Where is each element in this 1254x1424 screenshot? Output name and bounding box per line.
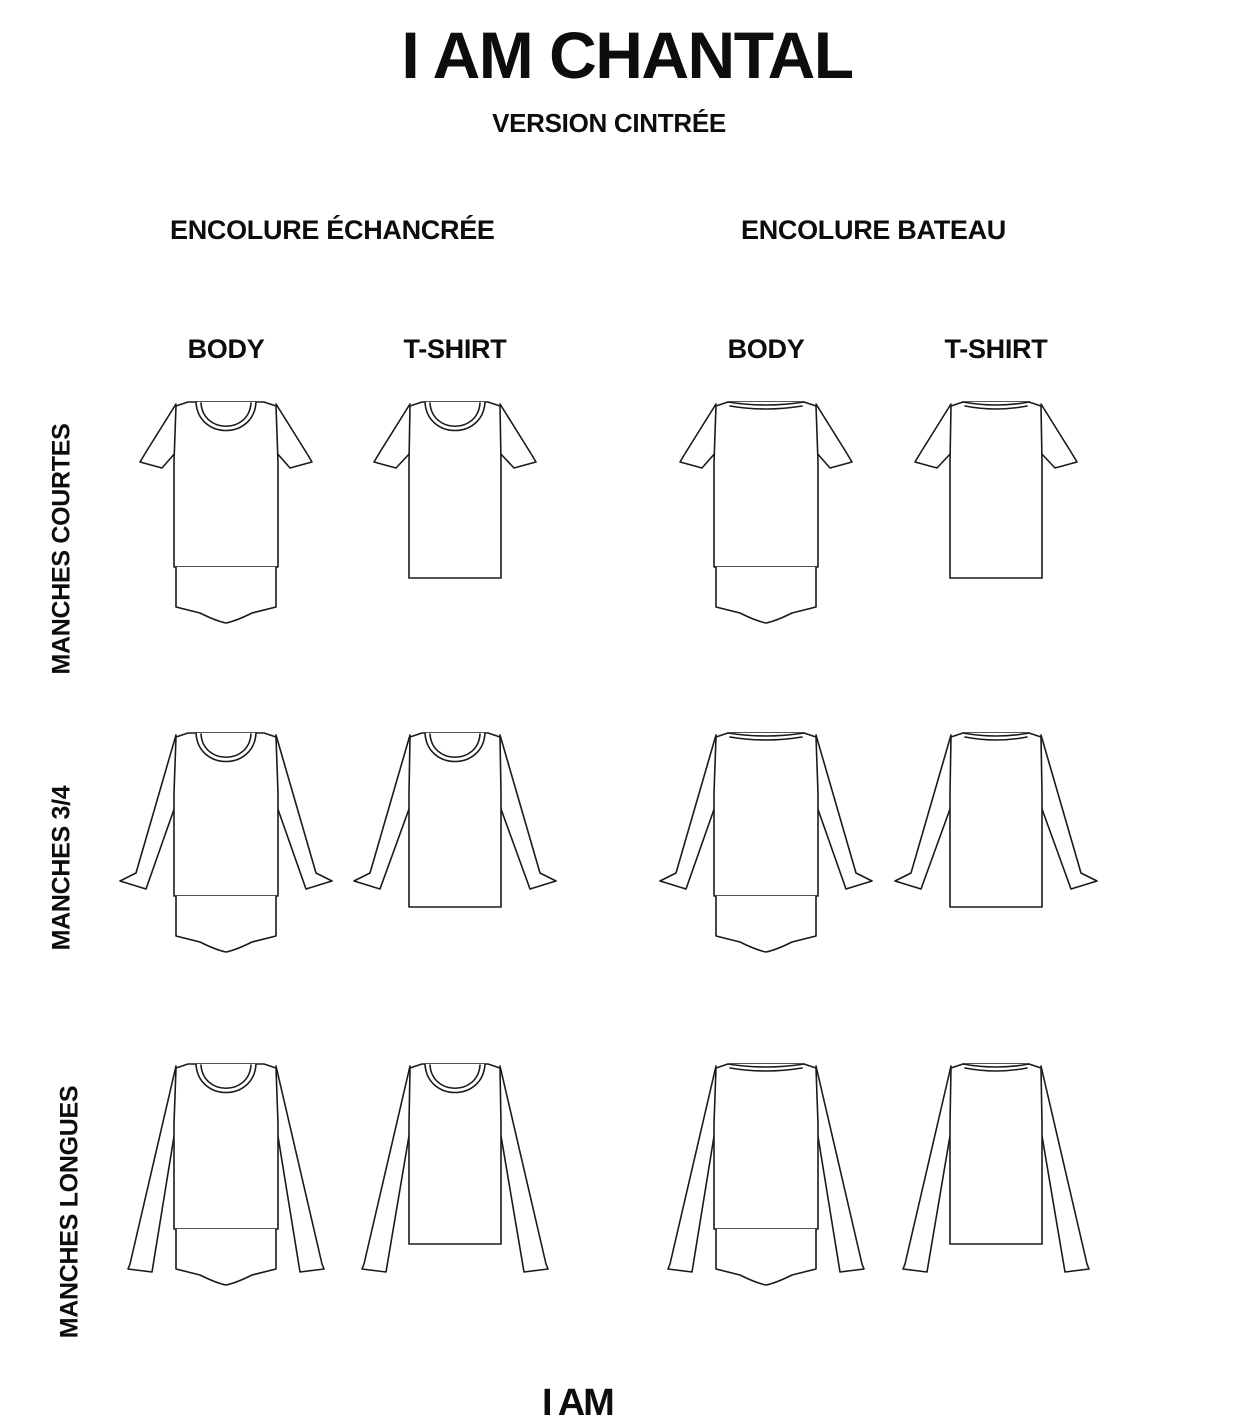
left-sleeve	[660, 735, 718, 889]
left-sleeve	[668, 1066, 716, 1272]
garment-scoop-tshirt-three-quarter	[325, 729, 585, 1009]
brand-logo-mark: I AM	[542, 1382, 613, 1424]
column-label-boat-tshirt: T-SHIRT	[944, 334, 1048, 364]
left-sleeve	[680, 404, 716, 468]
garment-boat-body-short	[636, 398, 896, 678]
garment-boat-tshirt-short	[866, 398, 1126, 678]
brief	[716, 1229, 816, 1285]
garment-boat-tshirt-long	[866, 1060, 1126, 1340]
left-sleeve	[140, 404, 176, 468]
brief	[716, 896, 816, 952]
left-sleeve	[354, 735, 413, 889]
garment-boat-tshirt-three-quarter	[866, 729, 1126, 1009]
right-sleeve	[499, 1066, 548, 1272]
garment-scoop-body-short	[96, 398, 356, 678]
neckline-header-boat: ENCOLURE BATEAU	[741, 215, 1006, 245]
garment-scoop-tshirt-long	[325, 1060, 585, 1340]
right-sleeve	[1040, 404, 1077, 468]
left-sleeve	[362, 1066, 411, 1272]
right-sleeve	[497, 735, 556, 889]
left-sleeve	[120, 735, 178, 889]
garment-scoop-body-three-quarter	[96, 729, 356, 1009]
torso	[714, 402, 818, 567]
left-sleeve	[903, 1066, 952, 1272]
page-title: I AM CHANTAL	[401, 18, 853, 92]
brief	[176, 896, 276, 952]
brief	[716, 567, 816, 623]
right-sleeve	[276, 404, 312, 468]
row-label-long-sleeves: MANCHES LONGUES	[55, 1085, 84, 1339]
right-sleeve	[816, 1066, 864, 1272]
row-label-three-quarter-sleeves: MANCHES 3/4	[47, 785, 76, 951]
right-sleeve	[816, 404, 852, 468]
torso	[950, 733, 1042, 907]
column-label-scoop-body: BODY	[187, 334, 265, 364]
right-sleeve	[499, 404, 536, 468]
right-sleeve	[274, 735, 332, 889]
garment-boat-body-three-quarter	[636, 729, 896, 1009]
neckline-header-scoop: ENCOLURE ÉCHANCRÉE	[170, 215, 495, 245]
torso	[714, 733, 818, 896]
column-label-scoop-tshirt: T-SHIRT	[403, 334, 507, 364]
garment-boat-body-long	[636, 1060, 896, 1340]
right-sleeve	[1038, 735, 1097, 889]
brief	[176, 1229, 276, 1285]
torso	[950, 1064, 1042, 1244]
garment-scoop-body-long	[96, 1060, 356, 1340]
right-sleeve	[276, 1066, 324, 1272]
torso	[950, 402, 1042, 578]
left-sleeve	[128, 1066, 176, 1272]
brand-logo	[532, 1382, 652, 1424]
row-label-short-sleeves: MANCHES COURTES	[47, 423, 76, 675]
right-sleeve	[1040, 1066, 1089, 1272]
left-sleeve	[915, 404, 952, 468]
left-sleeve	[374, 404, 411, 468]
right-sleeve	[814, 735, 872, 889]
brief	[176, 567, 276, 623]
column-label-boat-body: BODY	[727, 334, 805, 364]
garment-scoop-tshirt-short	[325, 398, 585, 678]
torso	[714, 1064, 818, 1229]
page-subtitle: VERSION CINTRÉE	[492, 108, 726, 138]
left-sleeve	[895, 735, 954, 889]
